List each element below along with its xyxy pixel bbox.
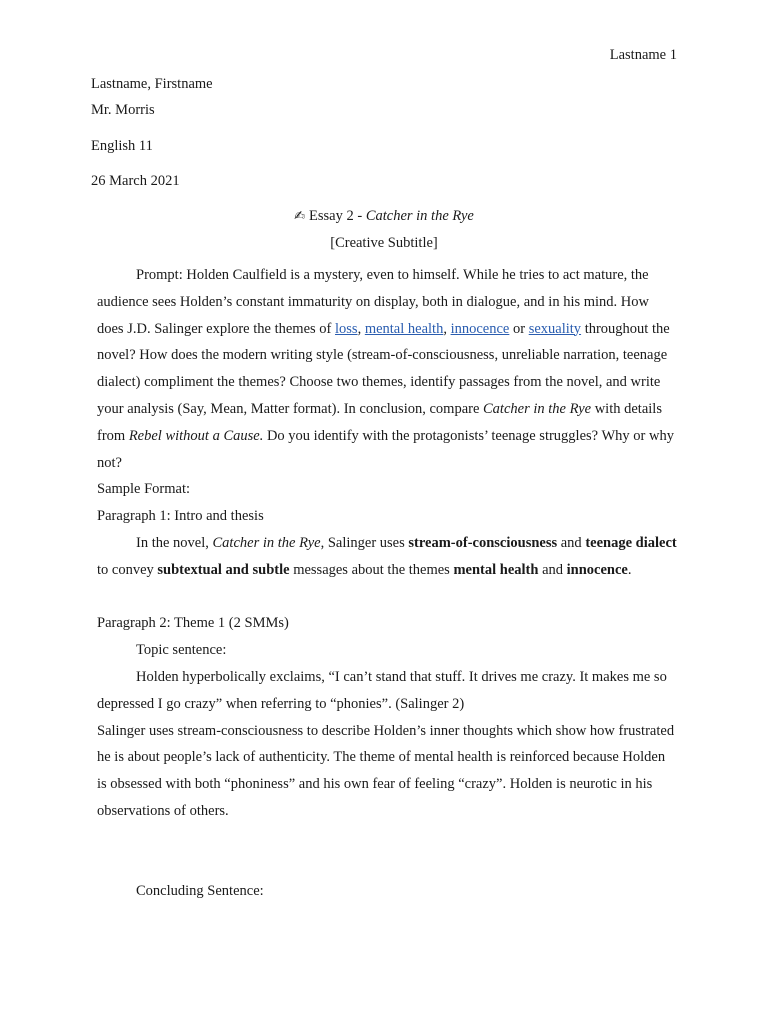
teacher-name: Mr. Morris — [91, 102, 155, 118]
prompt-text-4: Do you identify with the protagonists’ teenage struggles? Why or why not? — [97, 427, 674, 471]
thesis-t3: and — [557, 534, 586, 551]
thesis-t4: to convey — [97, 561, 158, 578]
link-mental-health[interactable]: mental health — [364, 320, 444, 337]
thesis-t2: , Salinger uses — [320, 534, 409, 551]
spacer — [97, 584, 677, 611]
analysis-paragraph: Salinger uses stream-consciousness to describe Holden’s inner thoughts which show how frustrated he is about people’s lack of authenticity. The theme of mental health is reinforced because Holden is obsessed with both “phoniness” and his own fear of feeling “crazy”. Holden is neurotic in his observations of others. — [97, 722, 675, 819]
topic-sentence-label: Topic sentence: — [136, 642, 227, 659]
prompt-sep-1: , — [357, 320, 365, 337]
prompt-italic-1: Catcher in the Rye — [483, 400, 592, 417]
essay-body — [97, 262, 677, 905]
student-name: Lastname, Firstname — [91, 76, 213, 92]
link-loss[interactable]: loss — [334, 320, 358, 337]
spacer-large — [97, 825, 677, 879]
thesis-t5: messages about the themes — [289, 561, 454, 578]
thesis-b2: teenage dialect — [585, 534, 677, 551]
prompt-paragraph — [97, 262, 677, 476]
essay-title — [0, 208, 768, 225]
paragraph1-label: Paragraph 1: Intro and thesis — [97, 508, 264, 525]
link-sexuality[interactable]: sexuality — [528, 320, 582, 337]
prompt-text-1: Prompt: Holden Caulfield is a mystery, even to himself. While he tries to act mature, the audience sees Holden’s constant immaturity on display, both in dialogue, and in his mind. How does J.D. Salinger explore the themes of — [97, 267, 649, 337]
concluding-sentence-label: Concluding Sentence: — [136, 883, 264, 900]
thesis-b1: stream-of-consciousness — [408, 534, 558, 551]
thesis-i1: Catcher in the Rye — [212, 534, 321, 551]
mla-heading — [91, 75, 213, 208]
prompt-text-2: throughout the novel? How does the modern writing style (stream-of-consciousness, unreliable narration, teenage dialect) compliment the themes? Choose two themes, identify passages from the novel, and write your analysis (Say, Mean, Matter format). In conclusion, compare — [97, 320, 670, 417]
title-italic: Catcher in the Rye — [365, 208, 474, 224]
thesis-b3: subtextual and subtle — [157, 561, 290, 578]
thesis-b4: mental health — [453, 561, 539, 578]
writing-hand-icon: ✍ — [294, 209, 306, 224]
title-prefix: Essay 2 - — [309, 208, 366, 224]
page-header-number: Lastname 1 — [609, 47, 677, 63]
thesis-b5: innocence — [566, 561, 628, 578]
paragraph2-label: Paragraph 2: Theme 1 (2 SMMs) — [97, 615, 289, 632]
date: 26 March 2021 — [91, 173, 180, 189]
prompt-text-3: with details from — [97, 400, 662, 444]
thesis-t7: . — [627, 561, 632, 578]
thesis-t6: and — [538, 561, 567, 578]
thesis-t1: In the novel, — [136, 534, 213, 551]
prompt-sep-2: , — [443, 320, 451, 337]
prompt-sep-3: or — [509, 320, 529, 337]
course-name: English 11 — [91, 137, 153, 154]
prompt-italic-2: Rebel without a Cause. — [128, 427, 264, 444]
sample-format-label: Sample Format: — [97, 481, 191, 498]
quote-paragraph: Holden hyperbolically exclaims, “I can’t stand that stuff. It drives me crazy. It makes me so depressed I go crazy” when referring to “phonies”. (Salinger 2) — [97, 668, 667, 712]
essay-subtitle: [Creative Subtitle] — [330, 235, 438, 251]
thesis-paragraph — [97, 530, 677, 584]
link-innocence[interactable]: innocence — [450, 320, 510, 337]
